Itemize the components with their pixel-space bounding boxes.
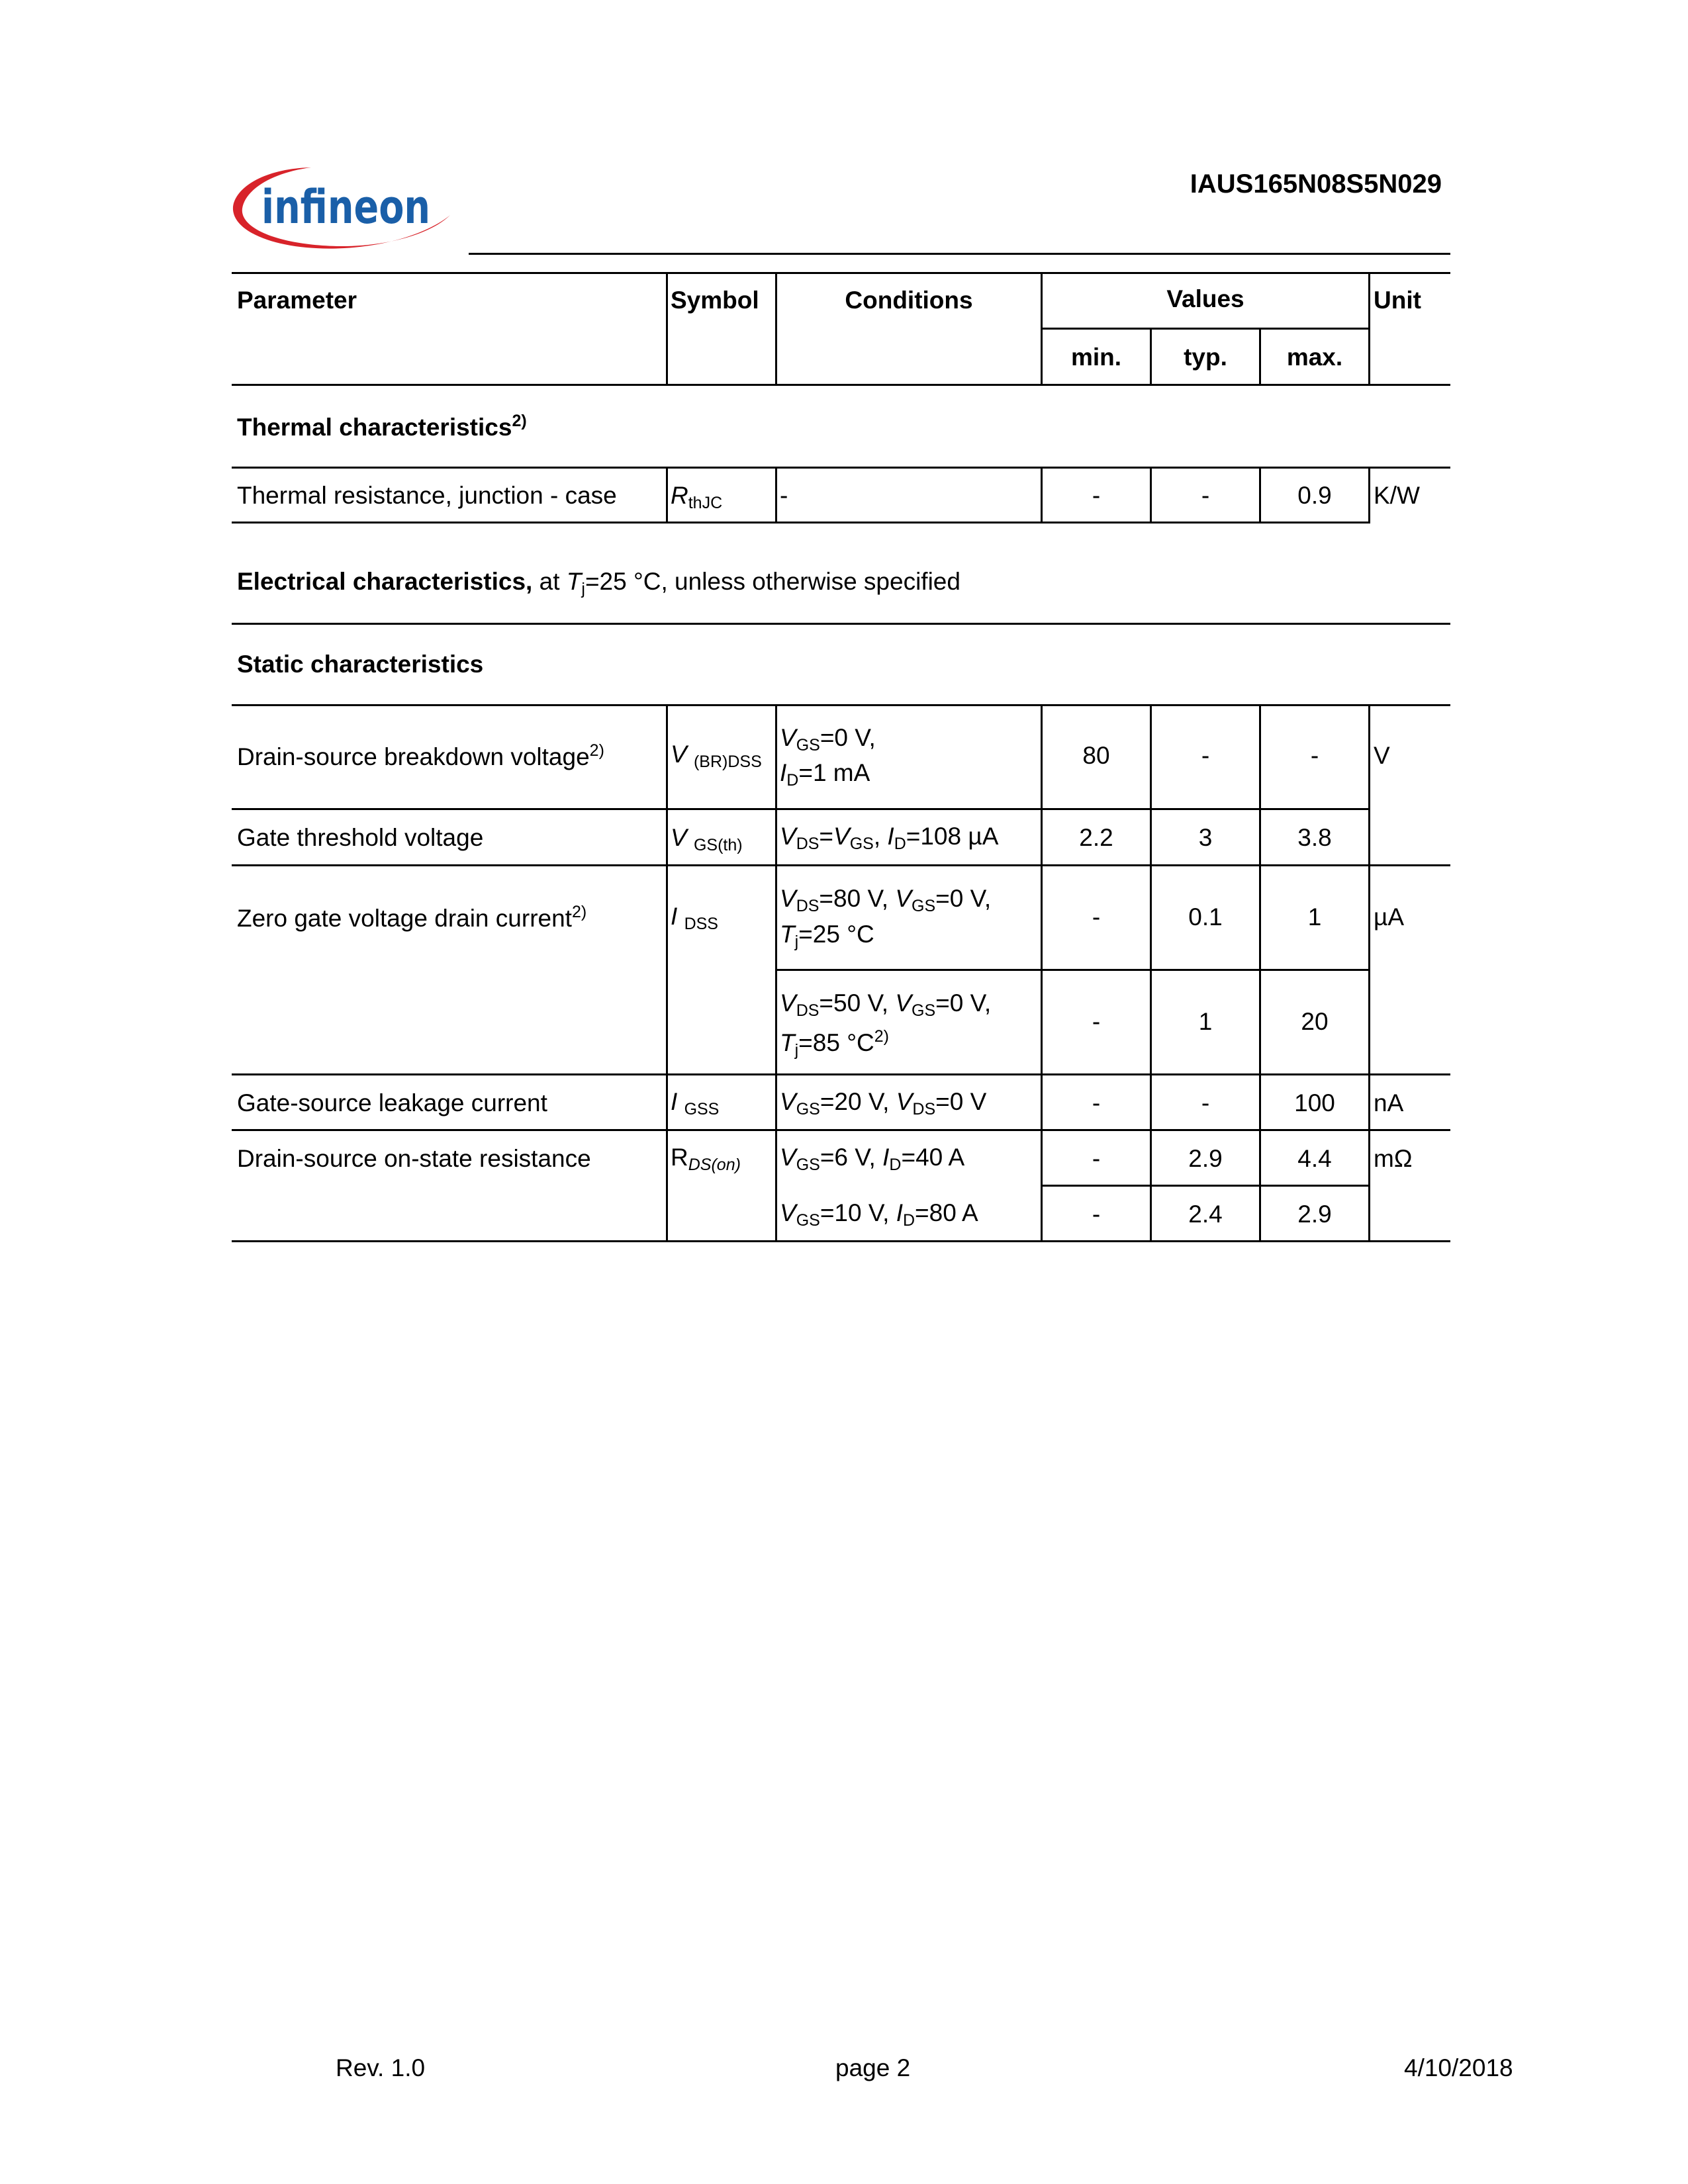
cond-igss: $V_{GS}=20$ V, $V_{DS}=0$ V	[780, 1088, 987, 1118]
cond-idss-85-line1: $V_{DS}=50$ V, $V_{GS}=0$ V,	[780, 989, 992, 1020]
header-min: min.	[1070, 343, 1122, 371]
max-igss: 100	[1294, 1089, 1335, 1116]
header-typ: typ.	[1184, 343, 1227, 371]
param-idss: Zero gate voltage drain current$^{2)}$	[237, 903, 587, 932]
typ-rthjc: -	[1201, 482, 1210, 509]
footer-page: page 2	[835, 2054, 911, 2081]
cond-rdson-6v: $V_{GS}=6$ V, $I_D=40$ A	[780, 1144, 965, 1174]
part-number: IAUS165N08S5N029	[1190, 169, 1442, 199]
max-vbrdss: -	[1310, 742, 1319, 769]
symbol-rdson: $R_{DS(on)}$	[671, 1144, 741, 1174]
section-thermal: Thermal characteristics$^{2)}$	[237, 412, 527, 441]
cond-rthjc: -	[780, 482, 788, 509]
cond-idss-25-line2: $T_j=25$ °C	[780, 921, 874, 951]
param-rthjc: Thermal resistance, junction - case	[237, 482, 617, 509]
typ-idss-85: 1	[1198, 1008, 1213, 1035]
unit-rthjc: K/W	[1374, 482, 1420, 509]
max-rthjc: 0.9	[1297, 482, 1332, 509]
symbol-igss: I $_{GSS}$	[671, 1088, 720, 1118]
header-rule	[469, 253, 1450, 255]
symbol-rthjc: $R_{thJC}$	[671, 482, 723, 512]
infineon-logo	[232, 162, 460, 255]
min-igss: -	[1092, 1089, 1101, 1116]
logo-wordmark: infineon	[261, 180, 430, 234]
section-electrical: Electrical characteristics, at $T_j=25$ °C, unless otherwise specified	[237, 568, 961, 598]
header-values: Values	[1166, 285, 1244, 312]
max-vgsth: 3.8	[1297, 824, 1332, 851]
typ-vbrdss: -	[1201, 742, 1210, 769]
param-vbrdss: Drain-source breakdown voltage$^{2)}$	[237, 741, 604, 770]
cond-vgsth: $V_{DS}=V_{GS}$, $I_D=108$ µA	[780, 823, 999, 853]
typ-vgsth: 3	[1198, 824, 1213, 851]
symbol-idss: I $_{DSS}$	[671, 903, 718, 933]
unit-idss: µA	[1374, 903, 1404, 931]
max-rdson-10v: 2.9	[1297, 1201, 1332, 1228]
symbol-vgsth: V $_{GS(th)}$	[671, 824, 743, 854]
cond-vbrdss-line1: $V_{GS}=0$ V,	[780, 724, 876, 754]
header-conditions: Conditions	[845, 287, 973, 314]
max-idss-85: 20	[1301, 1008, 1329, 1035]
min-vbrdss: 80	[1082, 742, 1110, 769]
typ-igss: -	[1201, 1089, 1210, 1116]
section-static: Static characteristics	[237, 651, 484, 678]
typ-idss-25: 0.1	[1188, 903, 1223, 931]
table-top-rule	[232, 272, 1450, 274]
unit-rdson: mΩ	[1374, 1145, 1413, 1172]
cond-idss-25-line1: $V_{DS}=80$ V, $V_{GS}=0$ V,	[780, 885, 992, 915]
min-rdson-10v: -	[1092, 1201, 1101, 1228]
header-parameter: Parameter	[237, 287, 357, 314]
typ-rdson-10v: 2.4	[1188, 1201, 1223, 1228]
min-idss-85: -	[1092, 1008, 1101, 1035]
unit-igss: nA	[1374, 1089, 1404, 1116]
footer-date: 4/10/2018	[1404, 2054, 1513, 2081]
unit-vbrdss: V	[1374, 742, 1390, 769]
footer-revision: Rev. 1.0	[336, 2054, 426, 2081]
param-igss: Gate-source leakage current	[237, 1089, 547, 1116]
min-idss-25: -	[1092, 903, 1101, 931]
symbol-vbrdss: V $_{(BR)DSS}$	[671, 741, 762, 771]
cond-vbrdss-line2: $I_D=1$ mA	[780, 759, 870, 790]
max-rdson-6v: 4.4	[1297, 1145, 1332, 1172]
header-max: max.	[1286, 343, 1343, 371]
min-rthjc: -	[1092, 482, 1101, 509]
header-symbol: Symbol	[671, 287, 759, 314]
min-rdson-6v: -	[1092, 1145, 1101, 1172]
cond-rdson-10v: $V_{GS}=10$ V, $I_D=80$ A	[780, 1199, 978, 1230]
param-vgsth: Gate threshold voltage	[237, 824, 484, 851]
max-idss-25: 1	[1307, 903, 1322, 931]
min-vgsth: 2.2	[1079, 824, 1113, 851]
typ-rdson-6v: 2.9	[1188, 1145, 1223, 1172]
cond-idss-85-line2: $T_j=85$ $^\circ C^{2)}$	[780, 1027, 889, 1060]
header-unit: Unit	[1374, 287, 1421, 314]
param-rdson: Drain-source on-state resistance	[237, 1145, 591, 1172]
